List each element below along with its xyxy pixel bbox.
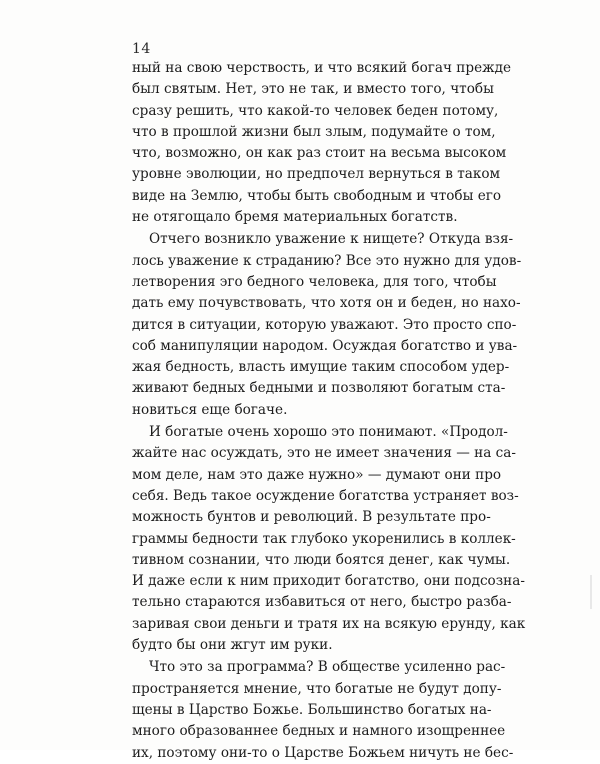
text-line: дится в ситуации, которую уважают. Это просто спо- xyxy=(132,316,517,333)
text-line: много образованнее бедных и намного изощреннее xyxy=(132,723,506,740)
text-line: будто бы они жгут им руки. xyxy=(132,637,333,654)
text-line: И даже если к ним приходит богатство, они подсозна- xyxy=(132,573,525,590)
text-line: сразу решить, что какой-то человек беден потому, xyxy=(132,102,499,119)
paragraph-first-line: Отчего возникло уважение к нищете? Откуда взя- xyxy=(149,231,514,248)
text-line: ный на свою черствость, и что всякий богач прежде xyxy=(132,60,512,76)
text-line: виде на Землю, чтобы быть свободным и чтобы его xyxy=(132,187,502,204)
text-line: дать ему почувствовать, что хотя он и беден, но нахо- xyxy=(132,295,521,312)
text-line: можность бунтов и революций. В результате про- xyxy=(132,509,491,526)
text-line: не отягощало бремя материальных богатств. xyxy=(132,209,458,226)
text-line: граммы бедности так глубоко укоренились в коллек- xyxy=(132,530,516,547)
text-line: что в прошлой жизни был злым, подумайте о том, xyxy=(132,123,496,140)
text-line: соб манипуляции народом. Осуждая богатство и ува- xyxy=(132,337,518,354)
text-line: новиться еще богаче. xyxy=(132,401,288,418)
text-line: тивном сознании, что люди боятся денег, как чумы. xyxy=(132,551,511,568)
text-line: их, поэтому они-то о Царстве Божьем ничуть не бес- xyxy=(132,744,514,761)
text-line: жайте нас осуждать, это не имеет значения — на са- xyxy=(132,445,516,462)
text-line: живают бедных бедными и позволяют богатым ста- xyxy=(132,380,506,397)
text-line: лось уважение к страданию? Все это нужно для удов- xyxy=(132,252,522,269)
text-line: летворения эго бедного человека, для того, чтобы xyxy=(132,273,497,290)
scan-artifact xyxy=(590,575,592,609)
paragraph-first-line: И богатые очень хорошо это понимают. «Продол- xyxy=(149,424,508,441)
text-line: пространяется мнение, что богатые не будут допу- xyxy=(132,680,502,697)
text-line: щены в Царство Божье. Большинство богатых на- xyxy=(132,701,492,718)
text-line: был святым. Нет, это не так, и вместо того, чтобы xyxy=(132,81,494,98)
text-line: себя. Ведь такое осуждение богатства устраняет воз- xyxy=(132,487,519,504)
text-line: что, возможно, он как раз стоит на весьма высоком xyxy=(132,145,507,162)
text-line: уровне эволюции, но предпочел вернуться в таком xyxy=(132,166,501,183)
page-number: 14 xyxy=(132,41,151,57)
paragraph-first-line: Что это за программа? В обществе усиленно рас- xyxy=(149,659,506,676)
text-line: заривая свои деньги и тратя их на всякую ерунду, как xyxy=(132,615,526,632)
text-line: жая бедность, власть имущие таким способом удер- xyxy=(132,359,510,376)
text-line: тельно стараются избавиться от него, быстро разба- xyxy=(132,594,512,611)
text-line: мом деле, нам это даже нужно» — думают они про xyxy=(132,466,502,483)
page-body-text xyxy=(132,58,526,764)
